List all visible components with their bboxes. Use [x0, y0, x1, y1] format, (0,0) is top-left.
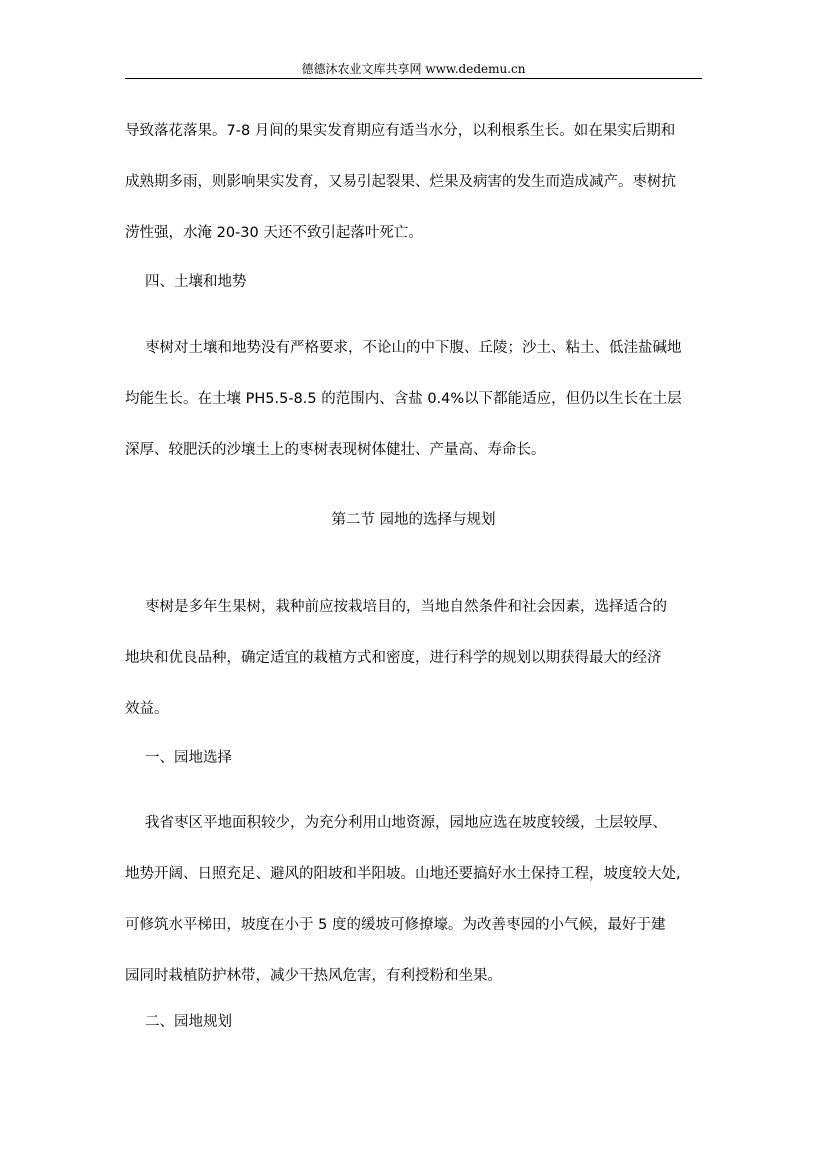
text-line: 我省枣区平地面积较少，为充分利用山地资源，园地应选在坡度较缓，土层较厚、: [145, 815, 667, 831]
text-line: 均能生长。在土壤 PH5.5-8.5 的范围内、含盐 0.4%以下都能适应，但仍以生长在土层: [125, 391, 682, 407]
text-line: 园同时栽植防护林带，减少干热风危害，有利授粉和坐果。: [125, 968, 502, 984]
heading-site-planning: 二、园地规划: [145, 1014, 232, 1030]
paragraph-intro: [125, 582, 702, 735]
paragraph-water: [125, 106, 702, 259]
text-line: 地块和优良品种，确定适宜的栽植方式和密度，进行科学的规划以期获得最大的经济: [125, 650, 662, 666]
text-line: 涝性强，水淹 20-30 天还不致引起落叶死亡。: [125, 225, 423, 241]
text-line: 枣树是多年生果树，栽种前应按栽培目的，当地自然条件和社会因素，选择适合的: [145, 599, 667, 615]
text-line: 导致落花落果。7-8 月间的果实发育期应有适当水分，以利根系生长。如在果实后期和: [125, 123, 676, 139]
text-line: 效益。: [125, 701, 169, 717]
text-line: 深厚、较肥沃的沙壤土上的枣树表现树体健壮、产量高、寿命长。: [125, 442, 546, 458]
header-divider: [125, 78, 702, 79]
heading-site-selection: 一、园地选择: [145, 750, 232, 766]
section-title: 第二节 园地的选择与规划: [331, 512, 496, 528]
heading-soil-terrain: 四、土壤和地势: [145, 274, 247, 290]
text-line: 枣树对土壤和地势没有严格要求，不论山的中下腹、丘陵；沙土、粘土、低洼盐碱地: [145, 340, 682, 356]
text-line: 地势开阔、日照充足、避风的阳坡和半阳坡。山地还要搞好水土保持工程，坡度较大处,: [125, 866, 681, 882]
text-line: 可修筑水平梯田，坡度在小于 5 度的缓坡可修撩壕。为改善枣园的小气候，最好于建: [125, 917, 666, 933]
page-header: 德德沐农业文库共享网 www.dedemu.cn: [301, 62, 526, 76]
text-line: 成熟期多雨，则影响果实发育，又易引起裂果、烂果及病害的发生而造成减产。枣树抗: [125, 174, 676, 190]
paragraph-soil: [125, 323, 702, 476]
paragraph-site-selection: [125, 798, 702, 1002]
